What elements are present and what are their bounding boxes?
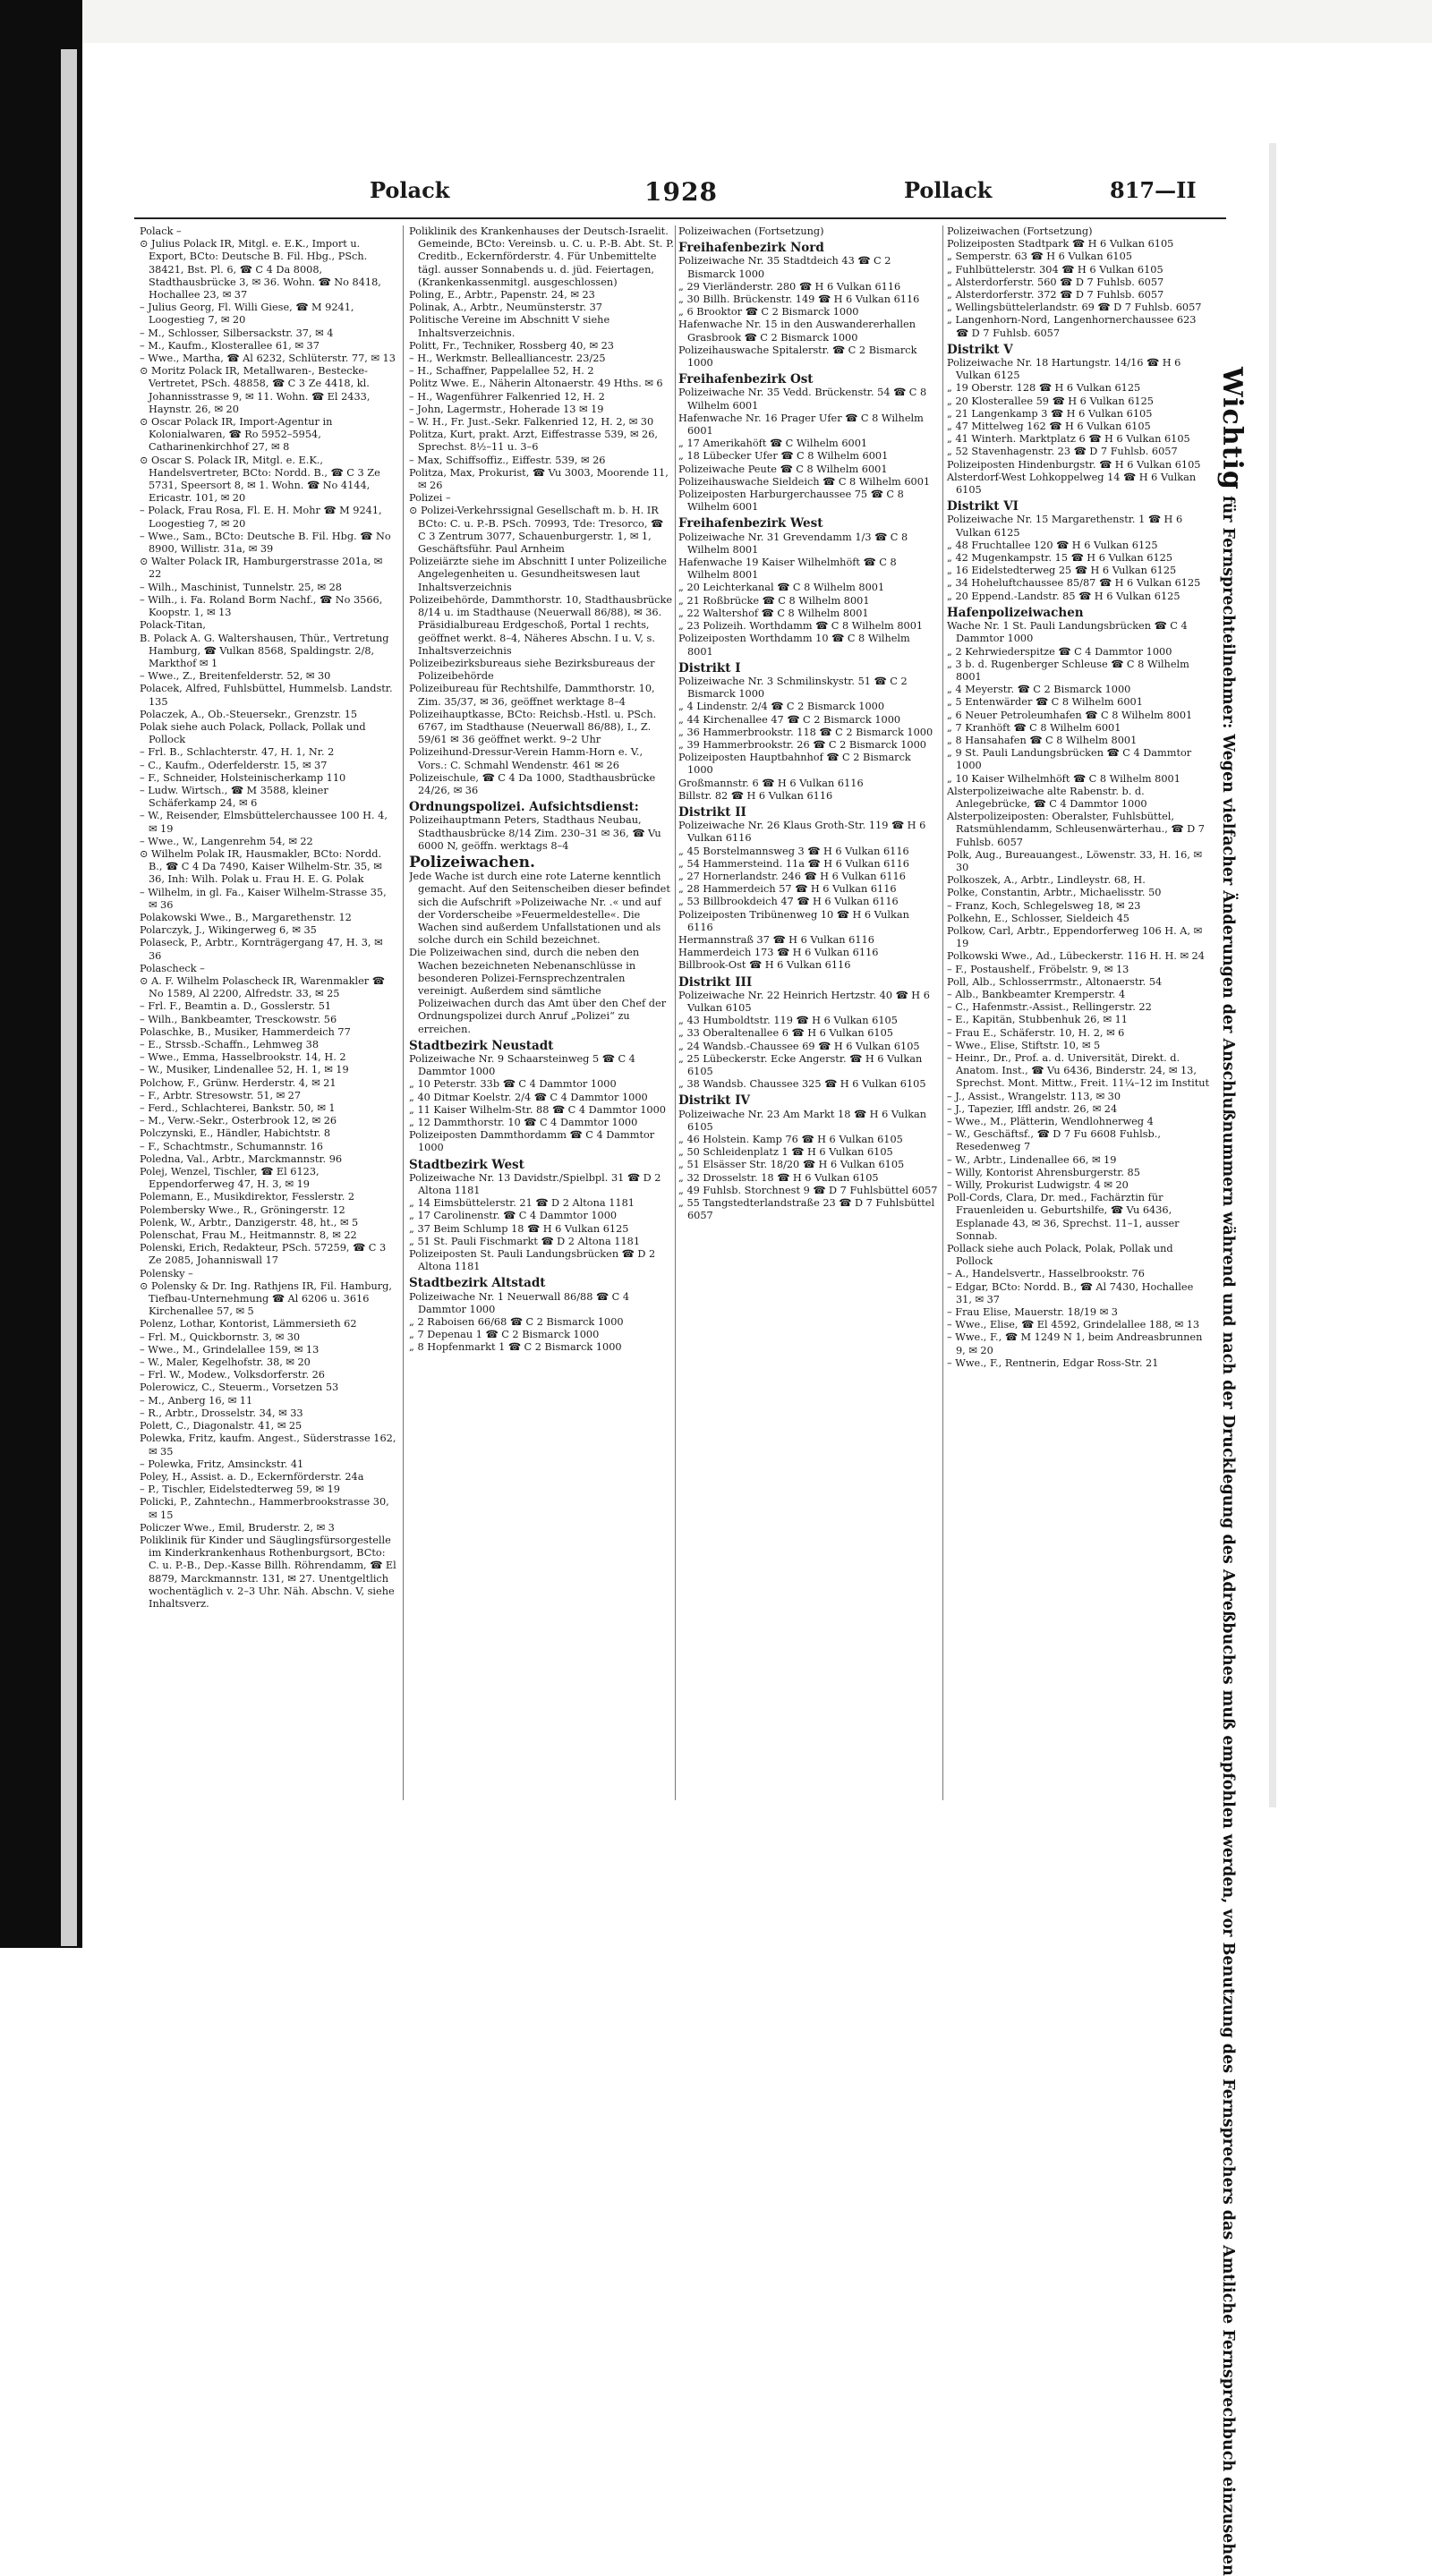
- directory-entry: ⊙ Moritz Polack IR, Metallwaren-, Bestecke-Vertretet, PSch. 48858, ☎ C 3 Ze 4418, kl. Johannisstrasse 9, ✉ 11. Wohn. ☎ El 2433, Haynstr. 26, ✉ 20: [140, 365, 371, 415]
- directory-entry: Polizeiposten Tribünenweg 10 ☎ H 6 Vulkan 6116: [678, 908, 909, 933]
- directory-entry: – Polack, Frau Rosa, Fl. E. H. Mohr ☎ M 9241, Loogestieg 7, ✉ 20: [140, 505, 382, 530]
- directory-entry: „ 7 Depenau 1 ☎ C 2 Bismarck 1000: [409, 1329, 600, 1341]
- directory-entry: – Ferd., Schlachterei, Bankstr. 50, ✉ 1: [140, 1102, 336, 1115]
- directory-entry: – Wwe., W., Langenrehm 54, ✉ 22: [140, 835, 313, 847]
- directory-entry: Polizeihauptkasse, BCto: Reichsb.-Hstl. u. PSch. 6767, im Stadthause (Neuerwall 86/88), I., Z. 59/61 ✉ 36 geöffnet werkt. 9–2 Uhr: [409, 708, 657, 746]
- directory-column-3: [678, 225, 938, 1222]
- directory-entry: „ 10 Kaiser Wilhelmhöft ☎ C 8 Wilhelm 8001: [947, 772, 1181, 785]
- directory-entry: – R., Arbtr., Drosselstr. 34, ✉ 33: [140, 1407, 303, 1419]
- directory-entry: – Willy, Kontorist Ahrensburgerstr. 85: [947, 1166, 1140, 1178]
- directory-entry: „ Alsterdorferstr. 372 ☎ D 7 Fuhlsb. 6057: [947, 289, 1164, 302]
- directory-entry: „ Wellingsbüttelerlandstr. 69 ☎ D 7 Fuhlsb. 6057: [947, 302, 1202, 314]
- directory-entry: Polkowski Wwe., Ad., Lübeckerstr. 116 H. H. ✉ 24: [947, 950, 1205, 963]
- directory-entry: Politza, Max, Prokurist, ☎ Vu 3003, Moorende 11, ✉ 26: [409, 466, 669, 492]
- directory-entry: „ 33 Oberaltenallee 6 ☎ H 6 Vulkan 6105: [678, 1027, 893, 1040]
- directory-entry: „ 50 Schleidenplatz 1 ☎ H 6 Vulkan 6105: [678, 1146, 893, 1159]
- directory-entry: „ 3 b. d. Rugenberger Schleuse ☎ C 8 Wilhelm 8001: [947, 658, 1189, 683]
- directory-entry: Polakowski Wwe., B., Margarethenstr. 12: [140, 911, 352, 923]
- directory-entry: „ 19 Oberstr. 128 ☎ H 6 Vulkan 6125: [947, 382, 1141, 395]
- directory-entry: – Wwe., Emma, Hasselbrookstr. 14, H. 2: [140, 1051, 346, 1064]
- directory-entry: Polizeiwache Nr. 35 Vedd. Brückenstr. 54 ☎ C 8 Wilhelm 6001: [678, 387, 927, 412]
- directory-entry: „ 10 Peterstr. 33b ☎ C 4 Dammtor 1000: [409, 1078, 617, 1091]
- directory-entry: „ 11 Kaiser Wilhelm-Str. 88 ☎ C 4 Dammtor 1000: [409, 1103, 666, 1116]
- directory-entry: „ 21 Roßbrücke ☎ C 8 Wilhelm 8001: [678, 594, 870, 607]
- directory-entry: – W., Reisender, Elmsbüttelerchaussee 100 H. 4, ✉ 19: [140, 810, 388, 835]
- directory-entry: Poley, H., Assist. a. D., Eckernförderstr. 24a: [140, 1470, 364, 1483]
- directory-entry: Polizeiwache Nr. 1 Neuerwall 86/88 ☎ C 4 Dammtor 1000: [409, 1290, 630, 1315]
- directory-entry: „ Langenhorn-Nord, Langenhornerchaussee 623 ☎ D 7 Fuhlsb. 6057: [947, 314, 1197, 339]
- directory-entry: Hafenwache Nr. 16 Prager Ufer ☎ C 8 Wilhelm 6001: [678, 412, 924, 438]
- directory-entry: „ 14 Eimsbüttelerstr. 21 ☎ D 2 Altona 1181: [409, 1197, 635, 1210]
- directory-entry: Polizeiwache Nr. 23 Am Markt 18 ☎ H 6 Vulkan 6105: [678, 1108, 927, 1133]
- directory-entry: – M., Anberg 16, ✉ 11: [140, 1394, 253, 1407]
- directory-entry: Polizeiposten Hindenburgstr. ☎ H 6 Vulkan 6105: [947, 458, 1201, 471]
- directory-entry: – Willy, Prokurist Ludwigstr. 4 ✉ 20: [947, 1179, 1129, 1192]
- directory-entry: Polack-Titan,: [140, 619, 206, 632]
- column-divider: [403, 225, 404, 1800]
- directory-entry: Polizeiwachen (Fortsetzung): [678, 225, 824, 237]
- directory-entry: Stadtbezirk West: [409, 1157, 524, 1172]
- directory-column-1: [140, 225, 397, 1611]
- directory-entry: Poliklinik des Krankenhauses der Deutsch-Israelit. Gemeinde, BCto: Vereinsb. u. C. u. P.-B. Abt. St. P. Creditb., Eckernförderstr. 4. Für Unbemittelte tägl. ausser Sonnabends u. d. jüd. Feiertagen, (Krankenkassenmitgl. ausgeschlossen): [409, 225, 674, 288]
- directory-entry: Politz Wwe. E., Näherin Altonaerstr. 49 Hths. ✉ 6: [409, 378, 663, 390]
- directory-entry: Polak siehe auch Polack, Pollack, Pollak und Pollock: [140, 720, 366, 746]
- directory-entry: Billbrook-Ost ☎ H 6 Vulkan 6116: [678, 959, 851, 972]
- directory-entry: Polack –: [140, 225, 182, 237]
- directory-entry: „ 39 Hammerbrookstr. 26 ☎ C 2 Bismarck 1000: [678, 738, 926, 751]
- directory-entry: Polizeischule, ☎ C 4 Da 1000, Stadthausbrücke 24/26, ✉ 36: [409, 771, 656, 796]
- directory-entry: „ 5 Entenwärder ☎ C 8 Wilhelm 6001: [947, 696, 1143, 709]
- directory-entry: „ 2 Kehrwiederspitze ☎ C 4 Dammtor 1000: [947, 645, 1172, 658]
- directory-entry: Politische Vereine im Abschnitt V siehe Inhaltsverzeichnis.: [409, 314, 610, 339]
- directory-entry: ⊙ Oscar S. Polack IR, Mitgl. e. E.K., Handelsvertreter, BCto: Nordd. B., ☎ C 3 Ze 5731, Speersort 8, ✉ 1. Wohn. ☎ No 4144, Ericastr. 101, ✉ 20: [140, 454, 380, 505]
- directory-entry: – W. H., Fr. Just.-Sekr. Falkenried 12, H. 2, ✉ 30: [409, 416, 654, 429]
- directory-entry: – F., Schneider, Holsteinischerkamp 110: [140, 771, 346, 784]
- directory-entry: „ 20 Leichterkanal ☎ C 8 Wilhelm 8001: [678, 582, 885, 594]
- directory-entry: „ 23 Polizeih. Worthdamm ☎ C 8 Wilhelm 8001: [678, 620, 924, 633]
- directory-entry: „ 36 Hammerbrookstr. 118 ☎ C 2 Bismarck 1000: [678, 726, 933, 738]
- directory-entry: Polizeiwache Nr. 9 Schaarsteinweg 5 ☎ C 4 Dammtor 1000: [409, 1053, 635, 1078]
- directory-entry: Alsterdorf-West Lohkoppelweg 14 ☎ H 6 Vulkan 6105: [947, 471, 1197, 497]
- directory-entry: Großmannstr. 6 ☎ H 6 Vulkan 6116: [678, 777, 864, 789]
- directory-entry: – Wwe., Elise, Stiftstr. 10, ✉ 5: [947, 1039, 1101, 1051]
- directory-entry: „ 4 Meyerstr. ☎ C 2 Bismarck 1000: [947, 684, 1131, 696]
- vertical-notice-banner: [1210, 367, 1258, 2576]
- directory-entry: „ 6 Neuer Petroleumhafen ☎ C 8 Wilhelm 8001: [947, 709, 1193, 721]
- directory-entry: „ 44 Kirchenallee 47 ☎ C 2 Bismarck 1000: [678, 713, 901, 726]
- directory-entry: – Wilh., i. Fa. Roland Borm Nachf., ☎ No 3566, Koopstr. 1, ✉ 13: [140, 593, 383, 619]
- directory-entry: Polizeiwache Nr. 35 Stadtdeich 43 ☎ C 2 Bismarck 1000: [678, 255, 891, 280]
- directory-entry: Polchow, F., Grünw. Herderstr. 4, ✉ 21: [140, 1076, 337, 1089]
- directory-entry: – Wwe., M., Plätterin, Wendlohnerweg 4: [947, 1116, 1154, 1128]
- directory-entry: „ 28 Hammerdeich 57 ☎ H 6 Vulkan 6116: [678, 883, 897, 896]
- directory-entry: „ 32 Drosselstr. 18 ☎ H 6 Vulkan 6105: [678, 1171, 879, 1184]
- directory-entry: „ 49 Fuhlsb. Storchnest 9 ☎ D 7 Fuhlsbüttel 6057: [678, 1184, 938, 1196]
- directory-entry: – W., Geschäftsf., ☎ D 7 Fu 6608 Fuhlsb., Resedenweg 7: [947, 1128, 1161, 1153]
- directory-entry: „ 18 Lübecker Ufer ☎ C 8 Wilhelm 6001: [678, 450, 889, 463]
- directory-entry: Hermannstraß 37 ☎ H 6 Vulkan 6116: [678, 933, 874, 946]
- directory-entry: Poll-Cords, Clara, Dr. med., Fachärztin für Frauenleiden u. Geburtshilfe, ☎ Vu 6436, Esplanade 43, ✉ 36, Sprechst. 11–1, ausser Sonnab.: [947, 1192, 1180, 1242]
- directory-entry: – Franz, Koch, Schlegelsweg 18, ✉ 23: [947, 899, 1141, 912]
- directory-entry: – M., Schlosser, Silbersackstr. 37, ✉ 4: [140, 327, 334, 339]
- directory-entry: – M., Kaufm., Klosterallee 61, ✉ 37: [140, 339, 320, 352]
- directory-entry: „ 46 Holstein. Kamp 76 ☎ H 6 Vulkan 6105: [678, 1134, 903, 1146]
- directory-entry: Policzer Wwe., Emil, Bruderstr. 2, ✉ 3: [140, 1521, 335, 1534]
- directory-entry: Freihafenbezirk Nord: [678, 241, 824, 256]
- directory-entry: – Wilhelm, in gl. Fa., Kaiser Wilhelm-Strasse 35, ✉ 36: [140, 886, 387, 911]
- directory-entry: Polizeibehörde, Dammthorstr. 10, Stadthausbrücke 8/14 u. im Stadthause (Neuerwall 86/88), ✉ 36. Präsidialbureau Erdgeschoß, Portal 1 rechts, geöffnet werkt. 8–4, Näheres Abschn. I u. V, s. Inhaltsverzeichnis: [409, 593, 673, 657]
- directory-entry: Ordnungspolizei. Aufsichtsdienst:: [409, 800, 639, 815]
- directory-entry: Polarczyk, J., Wikingerweg 6, ✉ 35: [140, 924, 317, 937]
- directory-entry: – Wwe., Martha, ☎ Al 6232, Schlüterstr. 77, ✉ 13: [140, 353, 396, 365]
- directory-entry: Poll, Alb., Schlosserrmstr., Altonaerstr. 54: [947, 975, 1163, 988]
- directory-entry: Polizeiwache Nr. 18 Hartungstr. 14/16 ☎ H 6 Vulkan 6125: [947, 357, 1181, 382]
- directory-entry: ⊙ Polensky & Dr. Ing. Rathjens IR, Fil. Hamburg, Tiefbau-Unternehmung ☎ Al 6206 u. 3616 Kirchenallee 57, ✉ 5: [140, 1279, 392, 1318]
- directory-entry: „ 34 Hoheluftchaussee 85/87 ☎ H 6 Vulkan 6125: [947, 577, 1201, 590]
- scan-margin-top: [0, 0, 1432, 43]
- directory-entry: – Alb., Bankbeamter Kremperstr. 4: [947, 988, 1126, 1000]
- directory-entry: „ 51 St. Pauli Fischmarkt ☎ D 2 Altona 1181: [409, 1235, 641, 1247]
- directory-entry: Polizeiposten Harburgerchaussee 75 ☎ C 8 Wilhelm 6001: [678, 489, 904, 514]
- directory-entry: Polinak, A., Arbtr., Neumünsterstr. 37: [409, 302, 602, 314]
- directory-entry: Polizeiposten Dammthordamm ☎ C 4 Dammtor 1000: [409, 1129, 655, 1154]
- directory-entry: ⊙ Polizei-Verkehrssignal Gesellschaft m. b. H. IR BCto: C. u. P.-B. PSch. 70993, Tde: Tresorco, ☎ C 3 Zentrum 3077, Schauenburgerstr. 1, ✉ 1, Geschäftsführ. Paul Arnheim: [409, 505, 664, 556]
- directory-entry: Polkoszek, A., Arbtr., Lindleystr. 68, H.: [947, 874, 1146, 887]
- directory-entry: Polett, C., Diagonalstr. 41, ✉ 25: [140, 1420, 303, 1433]
- directory-entry: – Heinr., Dr., Prof. a. d. Universität, Direkt. d. Anatom. Inst., ☎ Vu 6436, Binderstr. 24, ✉ 13, Sprechst. Mont. Mittw., Freit. 11¼–12 im Institut: [947, 1052, 1210, 1090]
- directory-entry: – P., Tischler, Eidelstedterweg 59, ✉ 19: [140, 1484, 340, 1496]
- directory-entry: – Wwe., Sam., BCto: Deutsche B. Fil. Hbg. ☎ No 8900, Willistr. 31a, ✉ 39: [140, 530, 391, 556]
- column-divider: [942, 225, 943, 1800]
- directory-entry: – H., Werkmstr. Bellealliancestr. 23/25: [409, 353, 606, 365]
- page-number: 817—II: [1110, 177, 1197, 203]
- directory-entry: B. Polack A. G. Waltershausen, Thür., Vertretung Hamburg, ☎ Vulkan 8568, Spaldingstr. 2/8, Markthof ✉ 1: [140, 632, 389, 669]
- directory-entry: Polizeiwache Nr. 31 Grevendamm 1/3 ☎ C 8 Wilhelm 8001: [678, 531, 908, 556]
- directory-entry: „ 8 Hansahafen ☎ C 8 Wilhelm 8001: [947, 734, 1138, 746]
- directory-entry: Alsterpolizeiwache alte Rabenstr. b. d. Anlegebrücke, ☎ C 4 Dammtor 1000: [947, 785, 1147, 810]
- directory-entry: Polczynski, E., Händler, Habichtstr. 8: [140, 1127, 331, 1140]
- directory-entry: „ 4 Lindenstr. 2/4 ☎ C 2 Bismarck 1000: [678, 701, 885, 713]
- directory-entry: Polenz, Lothar, Kontorist, Lämmersieth 62: [140, 1318, 357, 1331]
- directory-entry: – H., Schaffner, Pappelallee 52, H. 2: [409, 365, 594, 378]
- directory-entry: Hafenpolizeiwachen: [947, 605, 1084, 620]
- directory-entry: – F., Postaushelf., Fröbelstr. 9, ✉ 13: [947, 963, 1129, 975]
- directory-entry: ⊙ Oscar Polack IR, Import-Agentur in Kolonialwaren, ☎ Ro 5952–5954, Catharinenkirchhof 27, ✉ 8: [140, 416, 333, 454]
- directory-entry: Polizeiposten Stadtpark ☎ H 6 Vulkan 6105: [947, 238, 1174, 251]
- directory-entry: Polizeihauswache Sieldeich ☎ C 8 Wilhelm 6001: [678, 475, 931, 488]
- directory-entry: – Frl. F., Beamtin a. D., Gosslerstr. 51: [140, 1000, 332, 1013]
- directory-entry: Distrikt III: [678, 974, 753, 990]
- directory-entry: – Frl. M., Quickbornstr. 3, ✉ 30: [140, 1331, 301, 1343]
- directory-entry: Polkow, Carl, Arbtr., Eppendorferweg 106 H. A, ✉ 19: [947, 924, 1203, 950]
- directory-entry: Distrikt I: [678, 660, 741, 676]
- directory-entry: – Frau Elise, Mauerstr. 18/19 ✉ 3: [947, 1306, 1118, 1319]
- directory-entry: – Frl. W., Modew., Volksdorferstr. 26: [140, 1369, 325, 1382]
- header-right-keyword: Pollack: [904, 177, 993, 203]
- directory-entry: Polizeiwache Nr. 13 Davidstr./Spielbpl. 31 ☎ D 2 Altona 1181: [409, 1171, 661, 1197]
- directory-entry: Distrikt IV: [678, 1093, 750, 1109]
- directory-entry: ⊙ Julius Polack IR, Mitgl. e. E.K., Import u. Export, BCto: Deutsche B. Fil. Hbg., PSch. 38421, Bst. Pl. 6, ☎ C 4 Da 8008, Stadthausbrücke 3, ✉ 36. Wohn. ☎ No 8418, Hochallee 23, ✉ 37: [140, 238, 381, 302]
- directory-entry: Polizeiwache Nr. 3 Schmilinskystr. 51 ☎ C 2 Bismarck 1000: [678, 675, 908, 701]
- directory-entry: Polizei –: [409, 492, 451, 505]
- directory-entry: – F., Arbtr. Stresowstr. 51, ✉ 27: [140, 1089, 302, 1101]
- directory-entry: ⊙ A. F. Wilhelm Polascheck IR, Warenmakler ☎ No 1589, Al 2200, Alfredstr. 33, ✉ 25: [140, 974, 385, 1000]
- directory-entry: Poling, E., Arbtr., Papenstr. 24, ✉ 23: [409, 289, 595, 302]
- directory-entry: „ Semperstr. 63 ☎ H 6 Vulkan 6105: [947, 251, 1132, 263]
- directory-entry: – Polewka, Fritz, Amsinckstr. 41: [140, 1458, 304, 1470]
- page-edge-shadow: [1269, 143, 1276, 1807]
- directory-entry: – W., Arbtr., Lindenallee 66, ✉ 19: [947, 1153, 1117, 1166]
- directory-entry: „ 6 Brooktor ☎ C 2 Bismarck 1000: [678, 306, 859, 319]
- directory-entry: ⊙ Wilhelm Polak IR, Hausmakler, BCto: Nordd. B., ☎ C 4 Da 7490, Kaiser Wilhelm-Str. 35, ✉ 36, Inh: Wilh. Polak u. Frau H. E. G. Polak: [140, 847, 382, 886]
- directory-entry: Polaschke, B., Musiker, Hammerdeich 77: [140, 1025, 351, 1038]
- directory-entry: Polizeibureau für Rechtshilfe, Dammthorstr. 10, Zim. 35/37, ✉ 36, geöffnet werktage 8–4: [409, 683, 655, 708]
- directory-entry: – H., Wagenführer Falkenried 12, H. 2: [409, 390, 605, 403]
- directory-entry: – Wwe., Elise, ☎ El 4592, Grindelallee 188, ✉ 13: [947, 1319, 1200, 1331]
- directory-entry: Polizeibezirksbureaus siehe Bezirksbureaus der Polizeibehörde: [409, 657, 655, 683]
- directory-entry: – Wilh., Maschinist, Tunnelstr. 25, ✉ 28: [140, 581, 342, 593]
- directory-entry: Polkehn, E., Schlosser, Sieldeich 45: [947, 912, 1129, 924]
- directory-entry: Poledna, Val., Arbtr., Marckmannstr. 96: [140, 1152, 343, 1165]
- directory-entry: „ 25 Lübeckerstr. Ecke Angerstr. ☎ H 6 Vulkan 6105: [678, 1052, 923, 1077]
- directory-entry: Policki, P., Zahntechn., Hammerbrookstrasse 30, ✉ 15: [140, 1496, 389, 1521]
- directory-entry: – Wwe., M., Grindelallee 159, ✉ 13: [140, 1343, 320, 1356]
- directory-entry: Freihafenbezirk Ost: [678, 372, 814, 387]
- directory-entry: – Edgar, BCto: Nordd. B., ☎ Al 7430, Hochallee 31, ✉ 37: [947, 1280, 1194, 1305]
- directory-entry: „ 16 Eidelstedterweg 25 ☎ H 6 Vulkan 6125: [947, 565, 1177, 577]
- running-head: [0, 177, 1432, 213]
- header-year: 1928: [644, 177, 718, 207]
- directory-entry: – Frau E., Schäferstr. 10, H. 2, ✉ 6: [947, 1026, 1125, 1039]
- directory-entry: „ 17 Amerikahöft ☎ C Wilhelm 6001: [678, 438, 868, 450]
- directory-entry: Polenk, W., Arbtr., Danzigerstr. 48, ht., ✉ 5: [140, 1216, 359, 1228]
- directory-entry: Die Polizeiwachen sind, durch die neben den Wachen bezeichneten Nebenanschlüsse in besonderen Polizei-Fernsprechzentralen vereinigt. Außerdem sind sämtliche Polizeiwachen durch das Amt über den Chef der Ordnungspolizei durch Anruf „Polizei“ zu erreichen.: [409, 947, 667, 1035]
- directory-entry: Wache Nr. 1 St. Pauli Landungsbrücken ☎ C 4 Dammtor 1000: [947, 620, 1188, 645]
- directory-entry: „ 7 Kranhöft ☎ C 8 Wilhelm 6001: [947, 721, 1121, 734]
- directory-entry: Distrikt II: [678, 804, 746, 820]
- directory-entry: Distrikt VI: [947, 499, 1019, 514]
- directory-entry: – Wwe., Z., Breitenfelderstr. 52, ✉ 30: [140, 670, 331, 683]
- directory-entry: „ 51 Elsässer Str. 18/20 ☎ H 6 Vulkan 6105: [678, 1159, 905, 1171]
- directory-entry: Polemann, E., Musikdirektor, Fesslerstr. 2: [140, 1191, 355, 1203]
- directory-entry: Polewka, Fritz, kaufm. Angest., Süderstrasse 162, ✉ 35: [140, 1433, 396, 1458]
- directory-column-4: [947, 225, 1210, 1370]
- directory-entry: „ Fuhlbüttelerstr. 304 ☎ H 6 Vulkan 6105: [947, 263, 1164, 276]
- directory-entry: Polej, Wenzel, Tischler, ☎ El 6123, Eppendorferweg 47, H. 3, ✉ 19: [140, 1166, 320, 1191]
- directory-entry: „ 45 Borstelmannsweg 3 ☎ H 6 Vulkan 6116: [678, 845, 909, 857]
- directory-entry: Billstr. 82 ☎ H 6 Vulkan 6116: [678, 789, 833, 802]
- directory-entry: „ 43 Humboldtstr. 119 ☎ H 6 Vulkan 6105: [678, 1015, 898, 1027]
- directory-entry: – Max, Schiffsoffiz., Eiffestr. 539, ✉ 26: [409, 454, 606, 466]
- directory-entry: – J., Assist., Wrangelstr. 113, ✉ 30: [947, 1090, 1121, 1102]
- directory-entry: Polenschat, Frau M., Heitmannstr. 8, ✉ 22: [140, 1229, 357, 1242]
- directory-entry: – M., Verw.-Sekr., Osterbrook 12, ✉ 26: [140, 1115, 337, 1127]
- directory-entry: Polacek, Alfred, Fuhlsbüttel, Hummelsb. Landstr. 135: [140, 683, 393, 708]
- directory-entry: – Wwe., F., Rentnerin, Edgar Ross-Str. 21: [947, 1356, 1159, 1369]
- directory-entry: – E., Kapitän, Stubbenhuk 26, ✉ 11: [947, 1014, 1128, 1026]
- directory-entry: „ 17 Carolinenstr. ☎ C 4 Dammtor 1000: [409, 1210, 618, 1222]
- directory-entry: Polaczek, A., Ob.-Steuersekr., Grenzstr. 15: [140, 708, 358, 720]
- directory-entry: „ 22 Waltershof ☎ C 8 Wilhelm 8001: [678, 607, 869, 619]
- directory-entry: Politt, Fr., Techniker, Rossberg 40, ✉ 23: [409, 339, 614, 352]
- directory-entry: „ 12 Dammthorstr. 10 ☎ C 4 Dammtor 1000: [409, 1117, 638, 1129]
- directory-entry: – Wwe., F., ☎ M 1249 N 1, beim Andreasbrunnen 9, ✉ 20: [947, 1331, 1203, 1356]
- directory-entry: „ 29 Vierländerstr. 280 ☎ H 6 Vulkan 6116: [678, 280, 901, 293]
- directory-entry: „ 40 Ditmar Koelstr. 2/4 ☎ C 4 Dammtor 1000: [409, 1091, 648, 1103]
- directory-entry: Polizeiwachen (Fortsetzung): [947, 225, 1093, 237]
- directory-entry: „ 42 Mugenkampstr. 15 ☎ H 6 Vulkan 6125: [947, 552, 1173, 565]
- directory-entry: Polk, Aug., Bureauangest., Löwenstr. 33, H. 16, ✉ 30: [947, 848, 1202, 873]
- directory-entry: Hafenwache Nr. 15 in den Auswandererhallen Grasbrook ☎ C 2 Bismarck 1000: [678, 319, 916, 344]
- directory-entry: Polizeihauptmann Peters, Stadthaus Neubau, Stadthausbrücke 8/14 Zim. 230–31 ✉ 36, ☎ Vu 6000 N, geöffn. werktags 8–4: [409, 814, 661, 852]
- directory-entry: Pollack siehe auch Polack, Polak, Pollak und Pollock: [947, 1243, 1173, 1268]
- directory-entry: Freihafenbezirk West: [678, 516, 823, 531]
- directory-entry: Polenski, Erich, Redakteur, PSch. 57259, ☎ C 3 Ze 2085, Johanniswall 17: [140, 1242, 387, 1267]
- directory-entry: – John, Lagermstr., Hoherade 13 ✉ 19: [409, 403, 604, 415]
- directory-entry: Poliklinik für Kinder und Säuglingsfürsorgestelle im Kinderkrankenhaus Rothenburgsort, BCto: C. u. P.-B., Dep.-Kasse Billh. Röhrendamm, ☎ El 8879, Marckmannstr. 131, ✉ 27. Unentgeltlich wochentäglich v. 2–3 Uhr. Näh. Abschn. V, siehe Inhaltsverz.: [140, 1534, 396, 1610]
- directory-entry: „ 24 Wandsb.-Chaussee 69 ☎ H 6 Vulkan 6105: [678, 1040, 920, 1052]
- directory-entry: „ 37 Beim Schlump 18 ☎ H 6 Vulkan 6125: [409, 1222, 629, 1235]
- directory-entry: Polaseck, P., Arbtr., Kornträgergang 47, H. 3, ✉ 36: [140, 937, 383, 962]
- directory-entry: „ 30 Billh. Brückenstr. 149 ☎ H 6 Vulkan 6116: [678, 293, 920, 306]
- directory-entry: „ 27 Hornerlandstr. 246 ☎ H 6 Vulkan 6116: [678, 870, 906, 882]
- directory-entry: „ 53 Billbrookdeich 47 ☎ H 6 Vulkan 6116: [678, 896, 899, 908]
- directory-entry: Polizeiwache Peute ☎ C 8 Wilhelm 6001: [678, 463, 888, 475]
- directory-entry: „ 38 Wandsb. Chaussee 325 ☎ H 6 Vulkan 6105: [678, 1078, 926, 1091]
- directory-entry: Polizeiposten Hauptbahnhof ☎ C 2 Bismarck 1000: [678, 752, 911, 777]
- directory-entry: Hafenwache 19 Kaiser Wilhelmhöft ☎ C 8 Wilhelm 8001: [678, 557, 897, 582]
- directory-entry: – C., Hafenmstr.-Assist., Rellingerstr. 22: [947, 1001, 1152, 1014]
- directory-entry: Polizeiwache Nr. 22 Heinrich Hertzstr. 40 ☎ H 6 Vulkan 6105: [678, 989, 930, 1014]
- directory-entry: Hammerdeich 173 ☎ H 6 Vulkan 6116: [678, 947, 879, 959]
- directory-entry: „ 52 Stavenhagenstr. 23 ☎ D 7 Fuhlsb. 6057: [947, 446, 1178, 458]
- directory-entry: – C., Kaufm., Oderfelderstr. 15, ✉ 37: [140, 759, 328, 771]
- directory-entry: Polensky –: [140, 1267, 193, 1279]
- directory-entry: Polizeiwachen.: [409, 853, 535, 871]
- directory-entry: Polke, Constantin, Arbtr., Michaelisstr. 50: [947, 887, 1162, 899]
- directory-entry: Polizeiwache Nr. 15 Margarethenstr. 1 ☎ H 6 Vulkan 6125: [947, 514, 1183, 539]
- directory-entry: – A., Handelsvertr., Hasselbrookstr. 76: [947, 1268, 1145, 1280]
- directory-entry: – Frl. B., Schlachterstr. 47, H. 1, Nr. 2: [140, 746, 335, 759]
- header-rule: [134, 217, 1226, 219]
- directory-entry: Polerowicz, C., Steuerm., Vorsetzen 53: [140, 1382, 339, 1394]
- directory-entry: Stadtbezirk Altstadt: [409, 1276, 546, 1291]
- directory-entry: Polizeiwache Nr. 26 Klaus Groth-Str. 119 ☎ H 6 Vulkan 6116: [678, 820, 926, 845]
- directory-entry: Polembersky Wwe., R., Gröningerstr. 12: [140, 1203, 345, 1216]
- directory-entry: ⊙ Walter Polack IR, Hamburgerstrasse 201a, ✉ 22: [140, 556, 383, 581]
- directory-entry: Polizeihund-Dressur-Verein Hamm-Horn e. V., Vors.: C. Schmahl Wendenstr. 461 ✉ 26: [409, 746, 644, 771]
- directory-entry: Alsterpolizeiposten: Oberalster, Fuhlsbüttel, Ratsmühlendamm, Schleusenwärterhau., ☎ D 7 Fuhlsb. 6057: [947, 811, 1205, 848]
- directory-entry: „ 47 Mittelweg 162 ☎ H 6 Vulkan 6105: [947, 421, 1151, 433]
- directory-entry: – Julius Georg, Fl. Willi Giese, ☎ M 9241, Loogestieg 7, ✉ 20: [140, 302, 354, 327]
- directory-column-2: [409, 225, 674, 1355]
- directory-entry: „ 41 Winterh. Marktplatz 6 ☎ H 6 Vulkan 6105: [947, 433, 1190, 446]
- directory-entry: – J., Tapezier, Iffl andstr. 26, ✉ 24: [947, 1102, 1118, 1115]
- directory-entry: „ 21 Langenkamp 3 ☎ H 6 Vulkan 6105: [947, 407, 1153, 420]
- directory-entry: – W., Maler, Kegelhofstr. 38, ✉ 20: [140, 1356, 311, 1369]
- binding-gutter: [61, 49, 77, 1946]
- directory-entry: Polizeiposten Worthdamm 10 ☎ C 8 Wilhelm 8001: [678, 633, 910, 658]
- directory-entry: „ 48 Fruchtallee 120 ☎ H 6 Vulkan 6125: [947, 539, 1158, 551]
- directory-entry: Politza, Kurt, prakt. Arzt, Eiffestrasse 539, ✉ 26, Sprechst. 8½–11 u. 3–6: [409, 429, 659, 454]
- directory-entry: – Ludw. Wirtsch., ☎ M 3588, kleiner Schäferkamp 24, ✉ 6: [140, 784, 328, 810]
- directory-entry: „ 55 Tangstedterlandstraße 23 ☎ D 7 Fuhlsbüttel 6057: [678, 1197, 935, 1222]
- directory-entry: „ 54 Hammersteind. 11a ☎ H 6 Vulkan 6116: [678, 857, 909, 870]
- directory-entry: – W., Musiker, Lindenallee 52, H. 1, ✉ 19: [140, 1064, 349, 1076]
- notice-text: für Fernsprechteilnehmer: Wegen vielfacher Änderungen der Anschlußnummern während und nach der Drucklegung des Adreßbuches muß empfohlen werden, vor Benutzung des Fernsprechers das Amtliche Fernsprechbuch einzusehen: [1219, 495, 1237, 2576]
- directory-entry: „ 8 Hopfenmarkt 1 ☎ C 2 Bismarck 1000: [409, 1341, 622, 1354]
- directory-entry: „ Alsterdorferstr. 560 ☎ D 7 Fuhlsb. 6057: [947, 276, 1164, 288]
- directory-entry: – Wilh., Bankbeamter, Tresckowstr. 56: [140, 1013, 337, 1025]
- directory-entry: Distrikt V: [947, 342, 1013, 357]
- directory-entry: „ 2 Raboisen 66/68 ☎ C 2 Bismarck 1000: [409, 1316, 624, 1329]
- notice-lead-word: Wichtig: [1216, 367, 1248, 490]
- directory-entry: Polizeiärzte siehe im Abschnitt I unter Polizeiliche Angelegenheiten u. Gesundheitswesen laut Inhaltsverzeichnis: [409, 556, 667, 593]
- directory-entry: Polascheck –: [140, 962, 205, 974]
- directory-entry: – F., Schachtmstr., Schumannstr. 16: [140, 1140, 323, 1152]
- directory-entry: – E., Strssb.-Schaffn., Lehmweg 38: [140, 1039, 320, 1050]
- directory-entry: Stadtbezirk Neustadt: [409, 1038, 554, 1053]
- directory-entry: Jede Wache ist durch eine rote Laterne kenntlich gemacht. Auf den Seitenscheiben dieser befindet sich die Aufschrift »Polizeiwache Nr. .« und auf der Vorderscheibe »Feuermeldestelle«. Die Wachen sind außerdem Unfallstationen und als solche durch ein Schild bezeichnet.: [409, 871, 670, 947]
- directory-entry: Polizeihauswache Spitalerstr. ☎ C 2 Bismarck 1000: [678, 344, 917, 370]
- column-divider: [675, 225, 676, 1800]
- header-left-keyword: Polack: [370, 177, 450, 203]
- directory-entry: „ 20 Klosterallee 59 ☎ H 6 Vulkan 6125: [947, 395, 1154, 407]
- directory-entry: „ 9 St. Pauli Landungsbrücken ☎ C 4 Dammtor 1000: [947, 747, 1192, 772]
- directory-entry: Polizeiposten St. Pauli Landungsbrücken ☎ D 2 Altona 1181: [409, 1248, 656, 1273]
- directory-entry: „ 20 Eppend.-Landstr. 85 ☎ H 6 Vulkan 6125: [947, 590, 1181, 602]
